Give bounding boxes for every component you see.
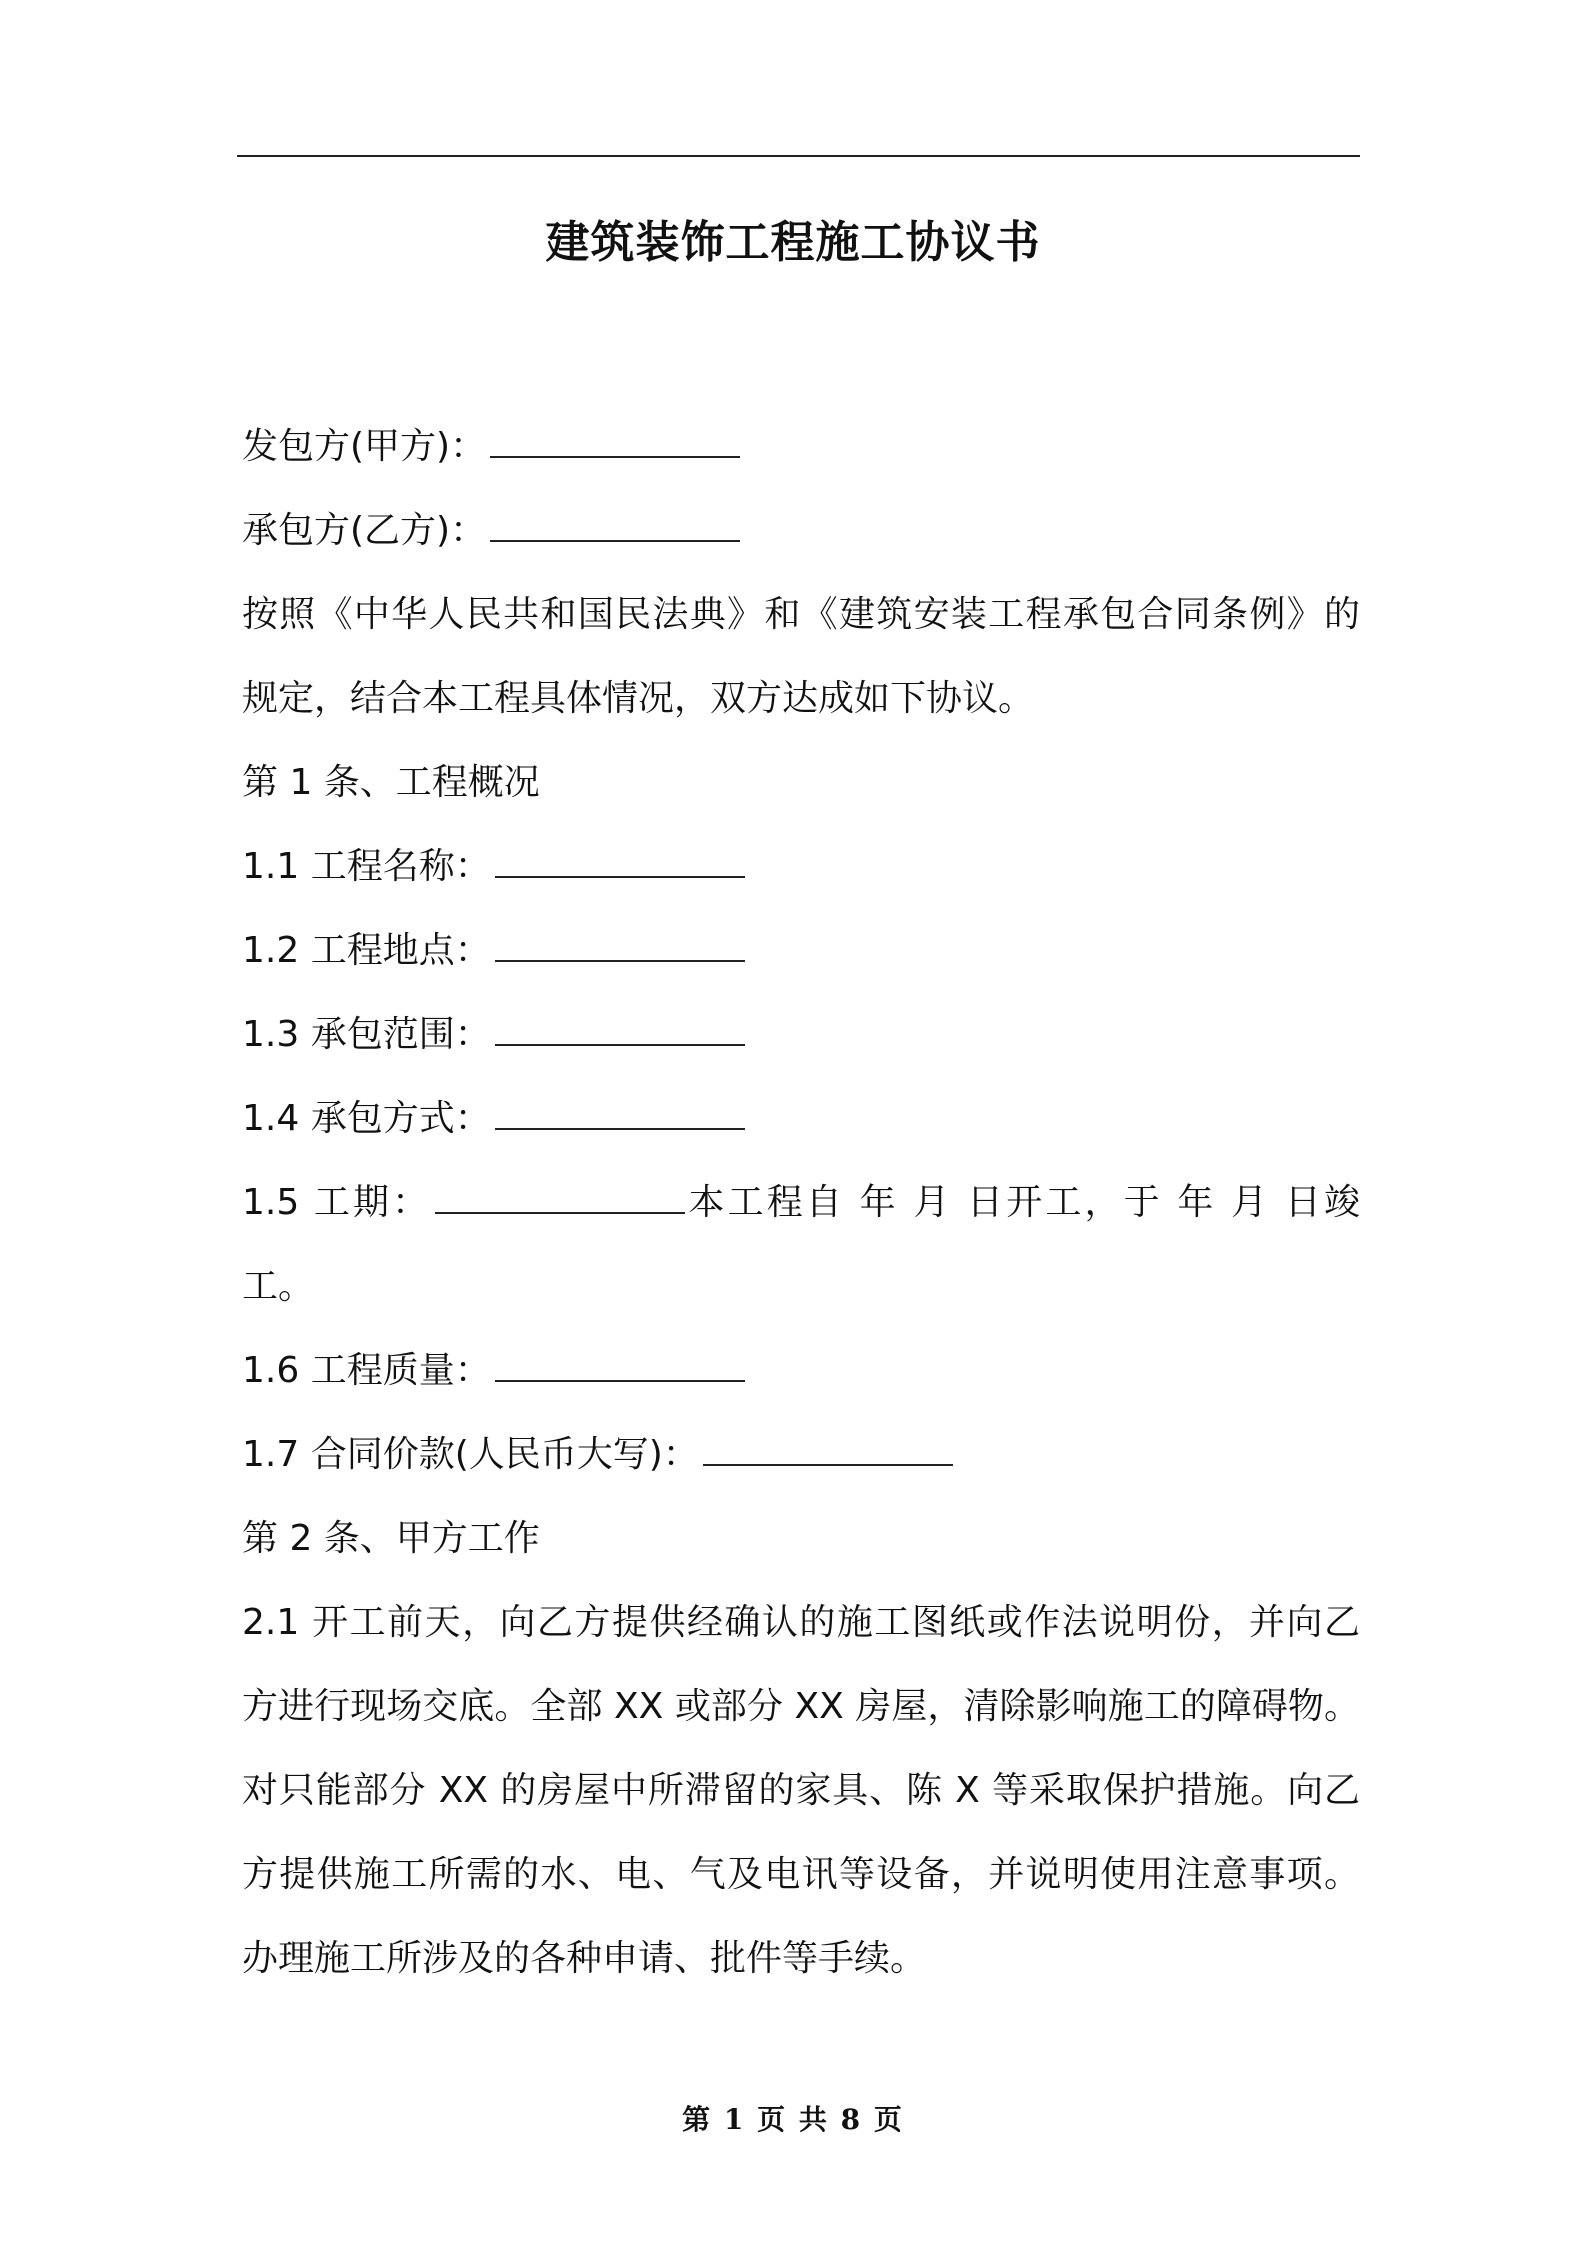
party-b-label: 承包方(乙方)： (242, 510, 487, 551)
item-1-7-line (242, 1413, 1360, 1497)
item-1-5-continuation: 工。 (242, 1266, 315, 1307)
document-body (242, 405, 1360, 2001)
para-2-1-line-5: 办理施工所涉及的各种申请、批件等手续。 (242, 1938, 927, 1979)
item-1-1-label: 1.1 工程名称： (242, 846, 491, 887)
article-1-heading: 第 1 条、工程概况 (242, 762, 540, 803)
party-b-line (242, 489, 1360, 573)
item-1-5-line (242, 1161, 1360, 1245)
para-2-1-line-2: 方进行现场交底。全部 XX 或部分 XX 房屋，清除影响施工的障碍物。 (242, 1686, 1360, 1727)
page-indicator: 第 1 页 共 8 页 (682, 2103, 904, 2136)
document-title: 建筑装饰工程施工协议书 (545, 217, 1041, 268)
item-1-5-label: 1.5 工期： (242, 1182, 432, 1223)
para-2-1-line-1: 2.1 开工前天，向乙方提供经确认的施工图纸或作法说明份，并向乙 (242, 1602, 1360, 1643)
party-a-blank (490, 422, 740, 458)
item-1-2-blank (495, 926, 745, 962)
item-1-4-blank (495, 1094, 745, 1130)
item-1-6-blank (495, 1346, 745, 1382)
party-b-blank (490, 506, 740, 542)
item-1-6-line (242, 1329, 1360, 1413)
item-1-4-label: 1.4 承包方式： (242, 1098, 491, 1139)
item-1-3-label: 1.3 承包范围： (242, 1014, 491, 1055)
item-1-5-rest: 本工程自 年 月 日开工，于 年 月 日竣 (685, 1182, 1360, 1223)
item-1-1-line (242, 825, 1360, 909)
item-1-7-label: 1.7 合同价款(人民币大写)： (242, 1434, 699, 1475)
party-a-label: 发包方(甲方)： (242, 426, 487, 467)
para-2-1-line-3: 对只能部分 XX 的房屋中所滞留的家具、陈 X 等采取保护措施。向乙 (242, 1770, 1360, 1811)
header-rule (237, 155, 1360, 157)
item-1-2-line (242, 909, 1360, 993)
intro-line-2: 规定，结合本工程具体情况，双方达成如下协议。 (242, 678, 1035, 719)
item-1-6-label: 1.6 工程质量： (242, 1350, 491, 1391)
item-1-2-label: 1.2 工程地点： (242, 930, 491, 971)
item-1-7-blank (703, 1430, 953, 1466)
para-2-1-line-4: 方提供施工所需的水、电、气及电讯等设备，并说明使用注意事项。 (242, 1854, 1360, 1895)
article-2-heading: 第 2 条、甲方工作 (242, 1518, 540, 1559)
item-1-4-line (242, 1077, 1360, 1161)
item-1-3-line (242, 993, 1360, 1077)
item-1-5-blank (435, 1178, 685, 1214)
item-1-1-blank (495, 842, 745, 878)
item-1-3-blank (495, 1010, 745, 1046)
party-a-line (242, 405, 1360, 489)
intro-line-1: 按照《中华人民共和国民法典》和《建筑安装工程承包合同条例》的 (242, 594, 1360, 635)
